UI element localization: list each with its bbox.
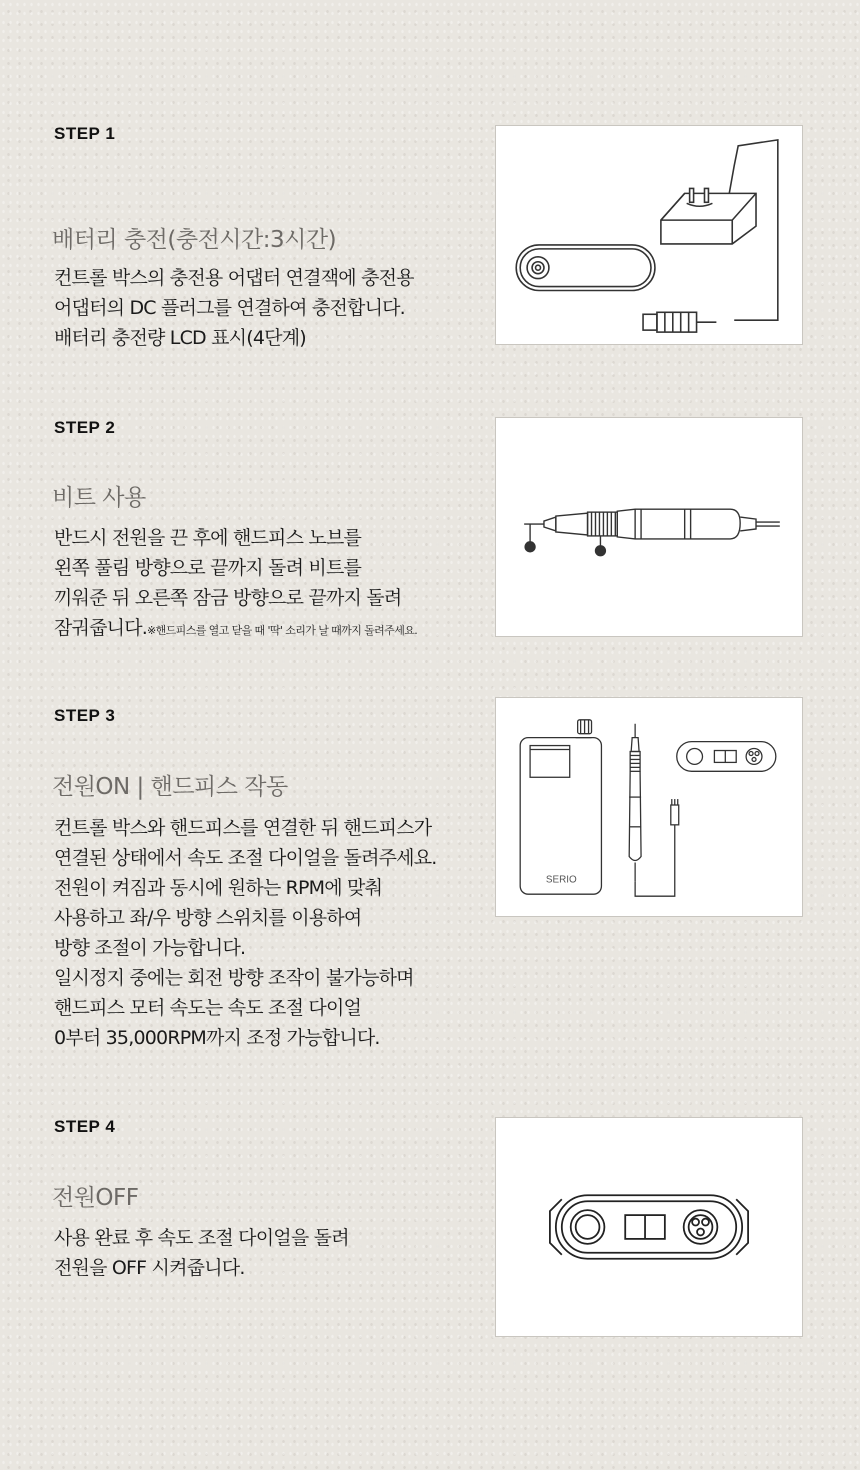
step-title: 전원OFF [52,1185,139,1211]
description-line: 일시정지 중에는 회전 방향 조작이 불가능하며 [54,967,414,989]
control-box-handpiece-illustration [495,697,803,917]
description-line: 어댑터의 DC 플러그를 연결하여 충전합니다. [54,297,405,319]
description-line: 전원이 켜짐과 동시에 원하는 RPM에 맞춰 [54,877,383,899]
description-line: 전원을 OFF 시켜줍니다. [54,1257,245,1279]
description-line: 배터리 충전량 LCD 표시(4단계) [54,327,306,349]
description-line: 핸드피스 모터 속도는 속도 조절 다이얼 [54,997,362,1019]
description-line: 반드시 전원을 끈 후에 핸드피스 노브를 [54,527,362,549]
handpiece-bit-illustration [495,417,803,637]
description-line: 컨트롤 박스와 핸드피스를 연결한 뒤 핸드피스가 [54,817,432,839]
step-description [54,263,414,353]
description-line [54,613,417,646]
description-line: 사용 완료 후 속도 조절 다이얼을 돌려 [54,1227,349,1249]
description-line: 사용하고 좌/우 방향 스위치를 이용하여 [54,907,362,929]
brand-label: SERIO [545,874,577,886]
step-description [54,813,437,1053]
step-title: 비트 사용 [52,485,146,511]
step-title: 배터리 충전(충전시간:3시간) [52,227,337,253]
step-note: ※핸드피스를 열고 닫을 때 '딱' 소리가 날 때까지 돌려주세요. [147,624,418,637]
step-label: STEP 2 [54,418,116,437]
step-description [54,523,417,646]
step-label: STEP 1 [54,124,116,143]
control-box-top-illustration [495,1117,803,1337]
description-line: 왼쪽 풀림 방향으로 끝까지 돌려 비트를 [54,557,362,579]
description-line: 0부터 35,000RPM까지 조정 가능합니다. [54,1027,380,1049]
step-description [54,1223,349,1283]
description-line: 끼워준 뒤 오른쪽 잠금 방향으로 끝까지 돌려 [54,587,402,609]
description-line: 방향 조절이 가능합니다. [54,937,246,959]
step-title: 전원ON | 핸드피스 작동 [52,774,288,800]
description-last-line: 잠궈줍니다. [54,617,148,639]
step-label: STEP 3 [54,706,116,725]
description-line: 컨트롤 박스의 충전용 어댑터 연결잭에 충전용 [54,267,414,289]
charger-adapter-illustration [495,125,803,345]
step-label: STEP 4 [54,1117,116,1136]
description-line: 연결된 상태에서 속도 조절 다이얼을 돌려주세요. [54,847,437,869]
